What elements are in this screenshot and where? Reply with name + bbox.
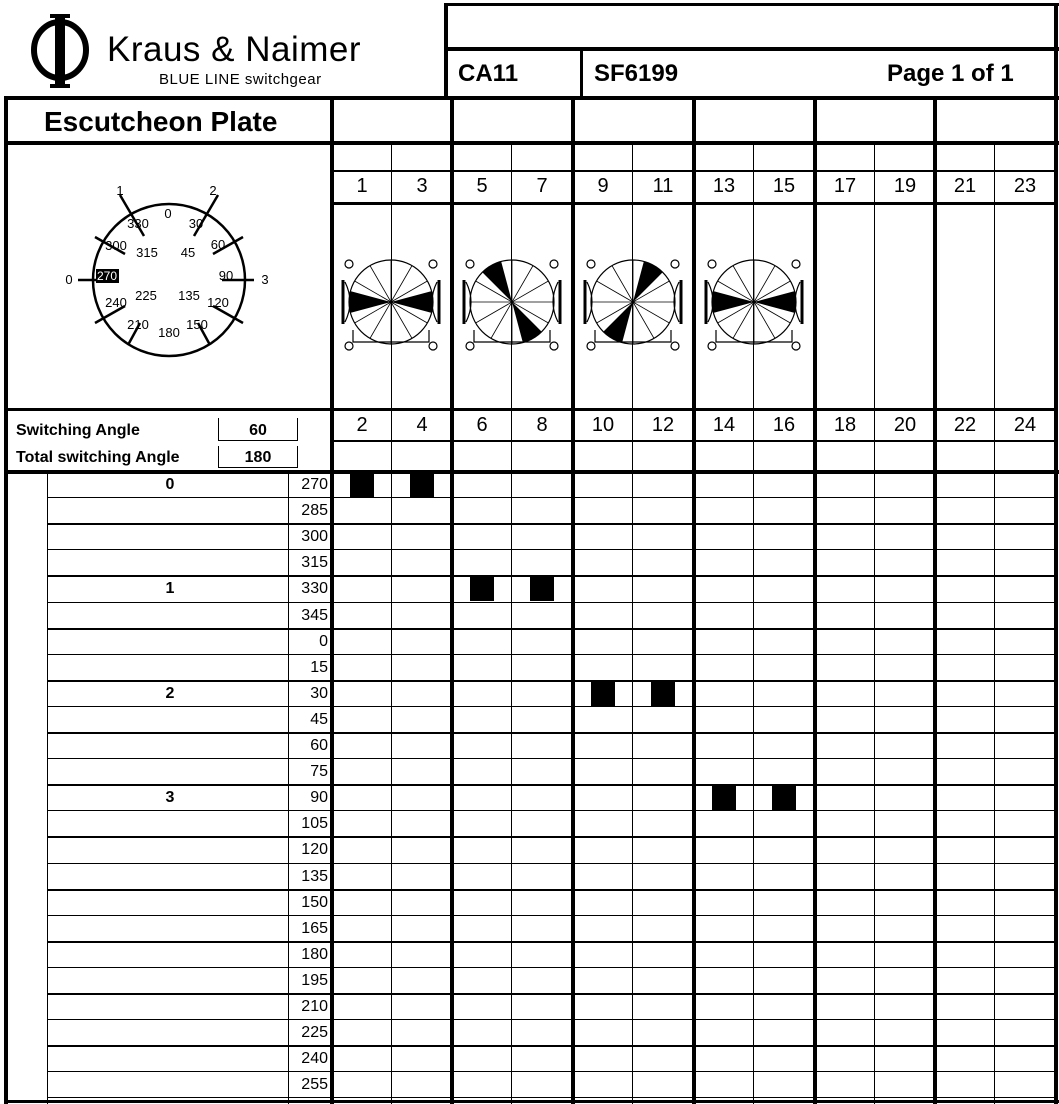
row-angle: 240	[301, 1050, 328, 1068]
terminal	[429, 260, 437, 268]
grid-line-h	[47, 628, 1055, 630]
dial-pointer-label: 270	[96, 269, 118, 283]
closed-contact-mark	[591, 682, 615, 706]
closed-contact-mark	[772, 786, 796, 810]
dial-angle-label: 135	[178, 288, 200, 303]
terminal	[466, 260, 474, 268]
row-angle: 180	[301, 945, 328, 963]
dial-angle-label: 150	[186, 317, 208, 332]
grid-line-v	[47, 472, 48, 1104]
dial-angle-label: 330	[127, 216, 149, 231]
contact-number-bottom: 14	[712, 414, 736, 436]
dial-position-label: 3	[261, 272, 269, 287]
terminal	[671, 260, 679, 268]
switching-angle-label: Switching Angle	[16, 422, 140, 439]
grid-line-h	[47, 836, 1055, 838]
dial-angle-label: 240	[105, 295, 127, 310]
contact-number-top: 21	[953, 175, 977, 197]
terminal	[792, 260, 800, 268]
terminal	[550, 342, 558, 350]
contact-closed-sector	[712, 291, 754, 313]
contact-number-top: 17	[833, 175, 857, 197]
dial-position-label: 0	[65, 272, 73, 287]
contact-number-top: 15	[772, 175, 796, 197]
row-angle: 75	[310, 763, 328, 781]
closed-contact-mark	[530, 577, 554, 601]
contact-number-bottom: 10	[591, 414, 615, 436]
contact-number-top: 19	[893, 175, 917, 197]
escutcheon-dial	[0, 145, 330, 410]
grid-line-v	[4, 97, 8, 1104]
row-angle: 60	[310, 737, 328, 754]
closed-contact-mark	[712, 786, 736, 810]
row-angle: 270	[301, 476, 328, 493]
grid-line-h	[47, 1019, 1055, 1020]
dial-angle-label: 120	[207, 295, 229, 310]
grid-line-h	[47, 1097, 1055, 1098]
grid-line-h	[4, 1100, 1059, 1103]
dial-angle-label: 225	[135, 288, 157, 303]
grid-line-h	[47, 967, 1055, 968]
grid-line-h	[4, 141, 1059, 145]
grid-line-v	[288, 472, 289, 1104]
terminal	[587, 260, 595, 268]
dial-position-label: 2	[209, 183, 217, 198]
row-angle: 285	[301, 502, 328, 520]
terminal	[671, 342, 679, 350]
grid-line-h	[47, 602, 1055, 603]
contact-closed-sector	[512, 302, 542, 343]
divider	[218, 467, 298, 468]
grid-line-v	[1054, 3, 1058, 1104]
grid-line-h	[47, 810, 1055, 811]
brand-name: Kraus & Naimer	[107, 30, 362, 69]
contact-number-top: 13	[712, 175, 736, 197]
kraus-naimer-logo-icon	[22, 12, 102, 90]
contact-number-bottom: 8	[536, 414, 548, 436]
grid-line-h	[47, 915, 1055, 916]
dial-angle-label: 0	[164, 206, 172, 221]
dial-angle-label: 180	[158, 325, 180, 340]
grid-line-h	[47, 889, 1055, 891]
grid-line-h	[47, 654, 1055, 655]
total-switching-angle-label: Total switching Angle	[16, 449, 180, 466]
contact-number-top: 23	[1013, 175, 1037, 197]
switching-angle-value: 60	[249, 422, 267, 439]
grid-line-h	[445, 3, 1059, 6]
terminal	[708, 342, 716, 350]
grid-line-h	[4, 408, 332, 411]
contact-element-icon	[585, 260, 681, 350]
contact-number-bottom: 18	[833, 414, 857, 436]
row-angle: 225	[301, 1024, 328, 1042]
terminal	[466, 342, 474, 350]
grid-line-h	[47, 549, 1055, 550]
grid-line-h	[47, 523, 1055, 525]
grid-line-h	[47, 758, 1055, 759]
contact-number-top: 9	[597, 175, 609, 197]
grid-line-h	[47, 680, 1055, 682]
row-angle: 150	[301, 893, 328, 911]
closed-contact-mark	[651, 682, 675, 706]
terminal	[587, 342, 595, 350]
row-position: 3	[165, 789, 175, 807]
row-angle: 120	[301, 841, 328, 859]
contact-number-bottom: 22	[953, 414, 977, 436]
grid-line-h	[47, 941, 1055, 943]
terminal	[550, 260, 558, 268]
page-title: Escutcheon Plate	[44, 106, 278, 137]
series-code: CA11	[458, 60, 519, 87]
contact-element-icon	[706, 260, 802, 350]
divider	[218, 440, 298, 441]
closed-contact-mark	[350, 473, 374, 497]
grid-line-h	[47, 993, 1055, 995]
row-angle: 210	[301, 998, 328, 1015]
row-angle: 30	[310, 684, 328, 702]
row-angle: 315	[301, 554, 328, 572]
grid-line-h	[47, 732, 1055, 734]
row-angle: 195	[301, 971, 328, 989]
row-angle: 0	[319, 632, 328, 650]
contact-number-bottom: 2	[356, 414, 368, 436]
dial-angle-label: 30	[188, 216, 204, 231]
divider	[218, 446, 219, 468]
row-angle: 300	[301, 528, 328, 546]
contact-number-top: 5	[476, 175, 488, 197]
brand-tagline: BLUE LINE switchgear	[159, 71, 322, 88]
grid-line-h	[47, 1045, 1055, 1047]
row-position: 0	[165, 476, 175, 493]
dial-angle-label: 210	[127, 317, 149, 332]
grid-line-v	[580, 47, 583, 98]
contact-number-top: 11	[652, 175, 674, 197]
row-angle: 135	[301, 867, 328, 885]
contact-element-icon	[343, 260, 439, 350]
contact-closed-sector	[391, 291, 433, 313]
grid-line-h	[4, 470, 1059, 474]
row-position: 2	[165, 684, 175, 702]
contact-number-bottom: 4	[416, 414, 428, 436]
row-angle: 45	[310, 710, 328, 728]
program-number: SF6199	[594, 60, 679, 87]
page-indicator: Page 1 of 1	[887, 60, 1014, 87]
brand-logo	[22, 12, 102, 90]
total-switching-angle-value: 180	[244, 449, 272, 466]
divider	[297, 418, 298, 440]
contact-number-bottom: 6	[476, 414, 488, 436]
terminal	[708, 260, 716, 268]
closed-contact-mark	[410, 473, 434, 497]
grid-line-v	[444, 3, 448, 99]
divider	[297, 446, 298, 468]
contact-number-top: 3	[416, 175, 428, 197]
contact-closed-sector	[754, 291, 796, 313]
dial-angle-label: 45	[180, 245, 196, 260]
row-angle: 165	[301, 919, 328, 937]
dial-angle-label: 60	[210, 237, 226, 252]
terminal	[345, 342, 353, 350]
row-angle: 255	[301, 1076, 328, 1094]
terminal	[345, 260, 353, 268]
contact-number-bottom: 12	[651, 414, 675, 436]
contact-number-top: 7	[536, 175, 548, 197]
dial-angle-label: 90	[218, 268, 234, 283]
closed-contact-mark	[470, 577, 494, 601]
row-angle: 15	[310, 658, 328, 676]
grid-line-h	[47, 863, 1055, 864]
contact-closed-sector	[482, 261, 512, 302]
dial-angle-label: 300	[105, 238, 127, 253]
contact-closed-sector	[633, 261, 663, 302]
dial-position-label: 1	[116, 183, 124, 198]
row-angle: 90	[310, 789, 328, 807]
contact-number-bottom: 20	[893, 414, 917, 436]
terminal	[429, 342, 437, 350]
grid-line-h	[47, 784, 1055, 786]
row-angle: 105	[301, 815, 328, 833]
grid-line-h	[47, 706, 1055, 707]
grid-line-h	[4, 96, 1059, 100]
terminal	[792, 342, 800, 350]
contact-closed-sector	[349, 291, 391, 313]
contact-element-icon	[464, 260, 560, 350]
row-position: 1	[165, 580, 175, 598]
divider	[218, 418, 219, 440]
grid-line-h	[445, 47, 1059, 51]
contact-diagrams	[332, 206, 1059, 410]
grid-line-h	[47, 497, 1055, 498]
contact-number-bottom: 24	[1013, 414, 1037, 436]
row-angle: 345	[301, 606, 328, 624]
contact-number-bottom: 16	[772, 414, 796, 436]
contact-closed-sector	[603, 302, 633, 343]
contact-number-top: 1	[356, 175, 368, 197]
dial-angle-label: 315	[136, 245, 158, 260]
row-angle: 330	[301, 580, 328, 598]
grid-line-h	[47, 1071, 1055, 1072]
